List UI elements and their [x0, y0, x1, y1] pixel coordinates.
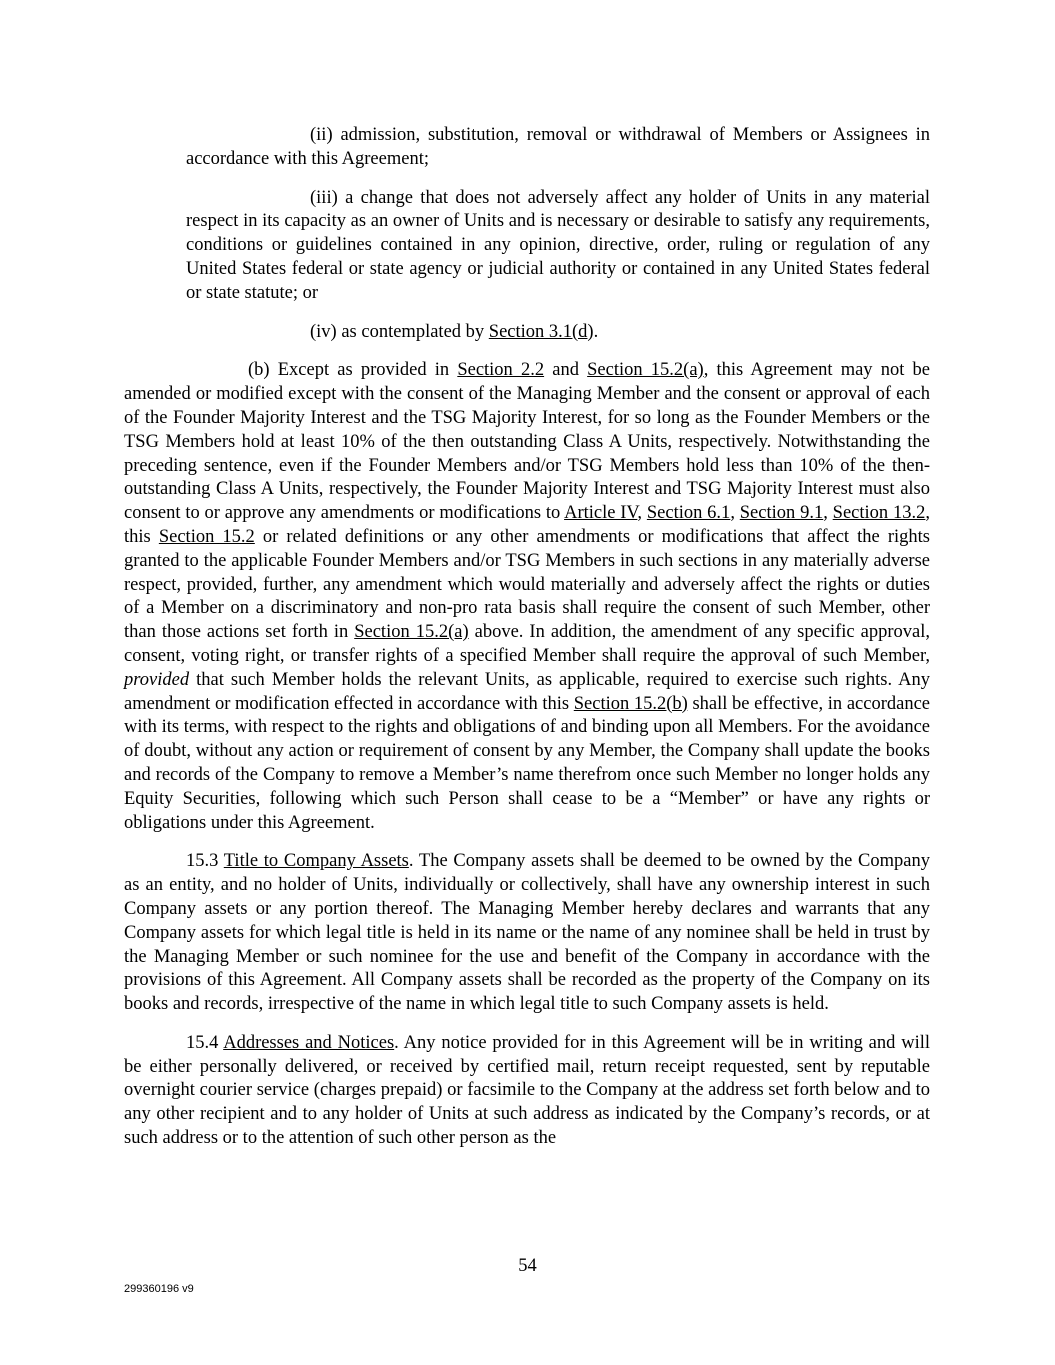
section-15-3-title: Title to Company Assets: [223, 851, 409, 872]
paragraph-ii: (ii) admission, substitution, removal or withdrawal of Members or Assignees in accordance with this Agreement;: [186, 125, 930, 169]
paragraph-b-text-2: and: [544, 360, 588, 381]
paragraph-b-text-5: ,: [730, 503, 740, 524]
paragraph-iv-end: .: [593, 321, 599, 342]
paragraph-b-text-9: above. In addition, the amendment of any specific approval, consent, voting right, or transfer rights of a specified Member shall require the approval of such Member,: [124, 622, 930, 666]
section-ref-15-2-b: Section 15.2(b): [573, 693, 688, 714]
article-ref-iv: Article IV: [564, 503, 638, 524]
section-ref-6-1: Section 6.1: [646, 503, 731, 524]
section-15-4-text: . Any notice provided for in this Agreement will be in writing and will be either personally delivered, or received by certified mail, return receipt requested, sent by reputable overnight courier service (charges prepaid) or facsimile to the Company at the address set forth below and to any other recipient and to any holder of Units at such address as indicated by the Company’s records, or at such address or to the attention of such other person as the: [124, 1032, 930, 1149]
page-number: 54: [518, 1256, 537, 1276]
body-text: [124, 124, 930, 1166]
paragraph-b-text-7: , this: [124, 503, 930, 547]
section-15-3-text: . The Company assets shall be deemed to be owned by the Company as an entity, and no holder of Units, individually or collectively, shall have any ownership interest in such Company assets or any portion thereof. The Managing Member hereby declares and warrants that any Company assets for which legal title is held in its name or the name of any nominee shall be held in trust by the Managing Member or such nominee for the use and benefit of the Company in accordance with the provisions of this Agreement. All Company assets shall be recorded as the property of the Company on its books and records, irrespective of the name in which legal title to such Company assets is held.: [124, 851, 930, 1015]
provided-italic: provided: [124, 669, 190, 690]
paragraph-b-text-6: ,: [823, 503, 833, 524]
section-ref-15-2-a: Section 15.2(a): [587, 360, 704, 381]
paragraph-iv-text: (iv) as contemplated by: [310, 321, 489, 342]
paragraph-b-text-8: or related definitions or any other amendments or modifications that affect the rights granted to the applicable Founder Members and/or TSG Members in such sections in any materially adverse respect, provided, further, any amendment which would materially and adversely affect the rights or duties of a Member on a discriminatory and non-pro rata basis shall require the consent of such Member, other than those actions set forth in: [124, 526, 930, 643]
paragraph-b-text-11: shall be effective, in accordance with its terms, with respect to the rights and obligations of and binding upon all Members. For the avoidance of doubt, without any action or requirement of consent by any Member, the Company shall update the books and records of the Company to remove a Member’s name therefrom once such Member no longer holds any Equity Securities, following which such Person shall cease to be a “Member” or have any rights or obligations under this Agreement.: [124, 693, 930, 833]
section-15-3-number: 15.3: [186, 851, 224, 872]
paragraph-b-text-1: (b) Except as provided in: [248, 360, 458, 381]
paragraph-iii: (iii) a change that does not adversely affect any holder of Units in any material respect in its capacity as an owner of Units and is necessary or desirable to satisfy any requirements, conditions or guidelines contained in any opinion, directive, order, ruling or regulation of any United States federal or state agency or judicial authority or contained in any United States federal or state statute; or: [186, 187, 930, 303]
section-15-4: [124, 1032, 930, 1151]
section-ref-15-2-a-second: Section 15.2(a): [354, 622, 469, 643]
paragraph-b-text-3: , this Agreement may not be amended or modified except with the consent of the Managing Member and the consent or approval of each of the Founder Majority Interest and the TSG Majority Interest, for so long as the Founder Members or the TSG Members hold at least 10% of the then outstanding Class A Units, respectively. Notwithstanding the preceding sentence, even if the Founder Members and/or TSG Members hold less than 10% of the then-outstanding Class A Units, respectively, the Founder Majority Interest and TSG Majority Interest must also consent to or approve any amendments or modifications to: [124, 360, 930, 524]
section-15-3: [124, 850, 930, 1017]
section-15-4-title: Addresses and Notices: [223, 1032, 395, 1053]
section-ref-15-2: Section 15.2: [158, 526, 255, 547]
section-ref-3-1-d: Section 3.1(d): [488, 321, 594, 342]
section-ref-9-1: Section 9.1: [739, 503, 824, 524]
section-ref-2-2: Section 2.2: [457, 360, 545, 381]
paragraph-iv: [186, 321, 930, 345]
document-id: 299360196 v9: [124, 1283, 194, 1295]
paragraph-b-text-4: ,: [637, 503, 647, 524]
section-ref-13-2: Section 13.2: [832, 503, 926, 524]
paragraph-b-text-10: that such Member holds the relevant Units, as applicable, required to exercise such rights. Any amendment or modification effected in accordance with this: [124, 669, 930, 714]
section-15-4-number: 15.4: [186, 1032, 224, 1053]
paragraph-b: [124, 359, 930, 835]
